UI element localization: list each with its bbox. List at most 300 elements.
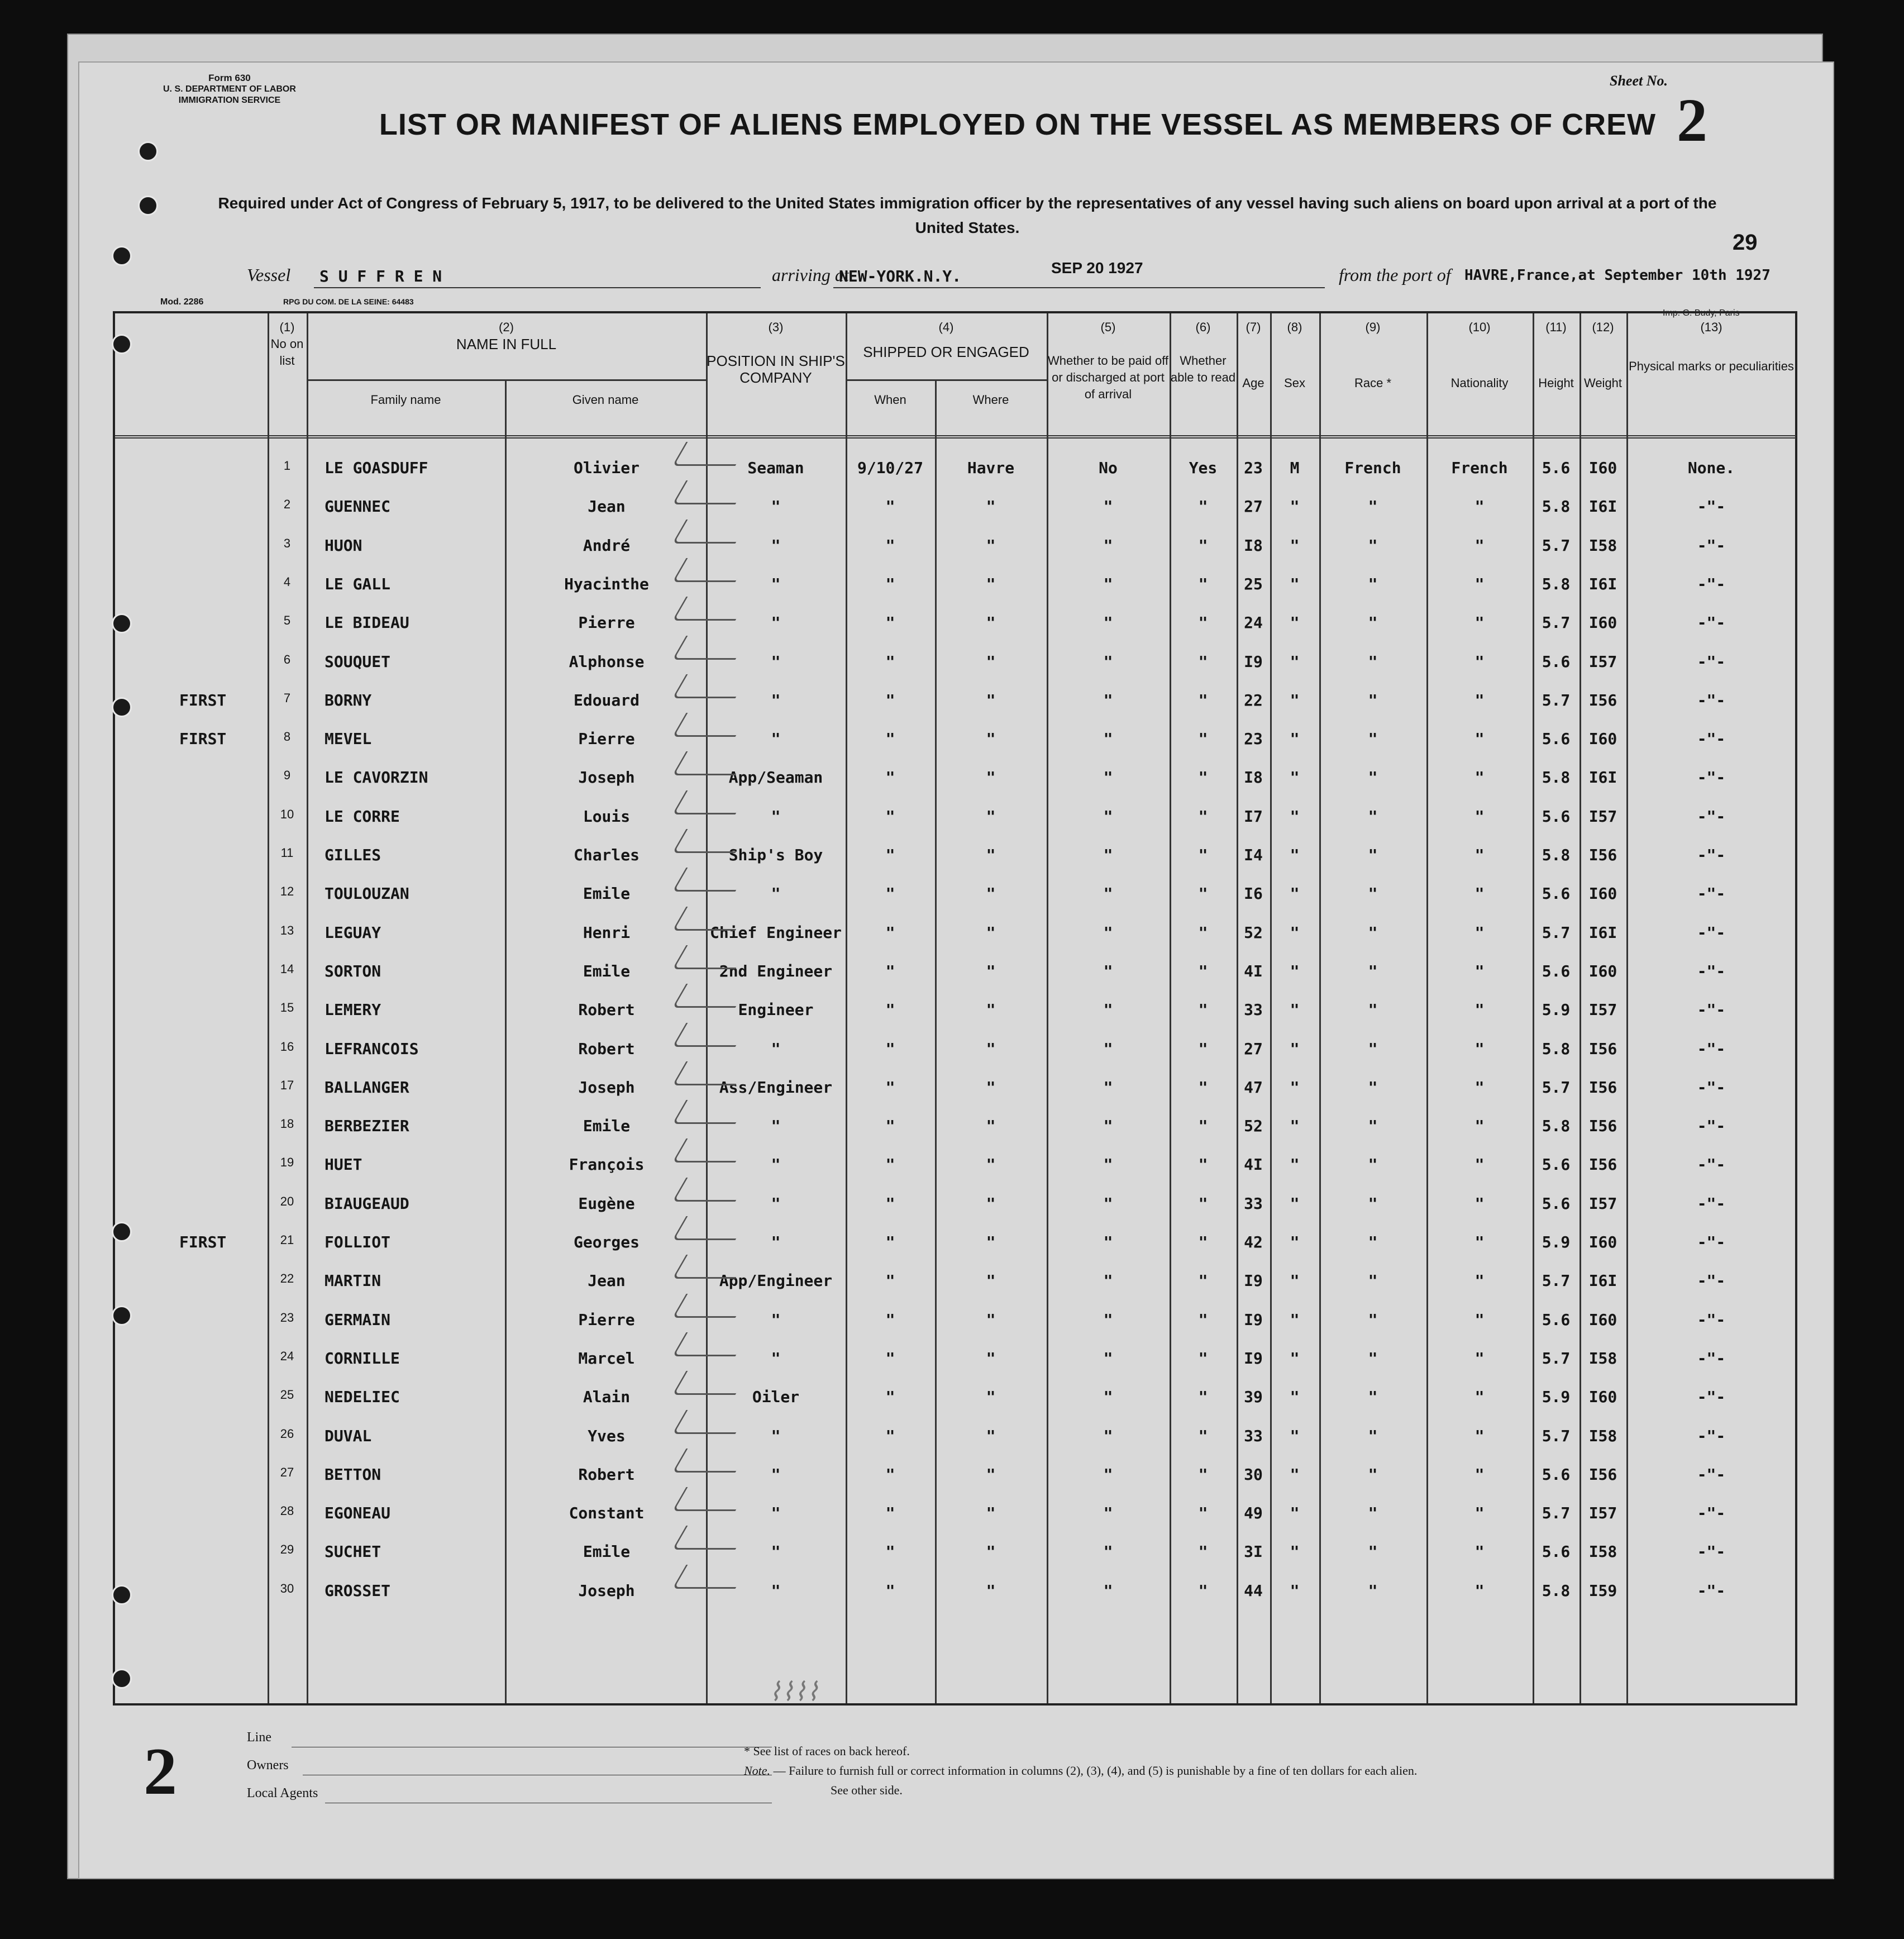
cell-given: Pierre <box>578 1310 635 1329</box>
page-number: 29 <box>1733 230 1758 255</box>
cell-when: " <box>885 1426 895 1445</box>
printer-name: Imp. G. Budy, Paris <box>1663 308 1740 318</box>
cell-height: 5.6 <box>1542 884 1571 903</box>
cell-given: Emile <box>583 1542 631 1561</box>
cell-nat: " <box>1474 730 1485 749</box>
cell-when: " <box>885 961 895 980</box>
cell-no: 9 <box>283 768 291 783</box>
cell-when: " <box>885 574 895 593</box>
cell-no: 16 <box>280 1039 294 1054</box>
cell-race: " <box>1368 1039 1378 1058</box>
cell-given: Joseph <box>578 768 635 787</box>
cell-family: HUET <box>325 1155 362 1174</box>
cell-age: 44 <box>1244 1581 1263 1600</box>
cell-read: " <box>1198 846 1208 864</box>
cell-sex: " <box>1290 1078 1300 1097</box>
col6-title: Whether able to read <box>1170 354 1236 384</box>
col2-num: (2) <box>499 320 514 334</box>
cell-read: " <box>1198 961 1208 980</box>
cell-where: " <box>986 1078 996 1097</box>
cell-nat: " <box>1474 1310 1485 1329</box>
cell-given: Robert <box>578 1039 635 1058</box>
cell-no: 27 <box>280 1465 294 1479</box>
cell-weight: I56 <box>1588 690 1617 709</box>
cell-nat: " <box>1474 1271 1485 1290</box>
cell-where: " <box>986 1155 996 1174</box>
cell-position: " <box>771 1194 781 1213</box>
printer-ref: RPG DU COM. DE LA SEINE: 64483 <box>283 297 414 306</box>
col12-title: Weight <box>1583 376 1623 390</box>
cell-given: Eugène <box>578 1194 635 1213</box>
cell-no: 14 <box>280 961 294 976</box>
cell-weight: I57 <box>1588 652 1617 671</box>
cell-given: Marcel <box>578 1349 635 1368</box>
cell-nat: French <box>1451 459 1508 477</box>
cell-age: I9 <box>1244 652 1263 671</box>
cell-given: Pierre <box>578 730 635 749</box>
cell-no: 2 <box>283 497 291 512</box>
cell-where: " <box>986 1349 996 1368</box>
cell-race: " <box>1368 1001 1378 1019</box>
cell-age: 27 <box>1244 497 1263 516</box>
cell-given: Pierre <box>578 613 635 632</box>
cell-where: " <box>986 1465 996 1484</box>
cell-race: " <box>1368 884 1378 903</box>
mod-number: Mod. 2286 <box>160 297 204 307</box>
cell-position: " <box>771 730 781 749</box>
binder-hole <box>112 246 132 266</box>
cell-when: " <box>885 846 895 864</box>
cell-family: LE GALL <box>325 574 391 593</box>
note-text: — Failure to furnish full or correct information in columns (2), (3), (4), and (5) is punishable by a fine of ten dollars for each alien. <box>773 1764 1418 1778</box>
cell-height: 5.7 <box>1542 1271 1571 1290</box>
cell-race: " <box>1368 1233 1378 1251</box>
col10-title: Nationality <box>1450 376 1509 390</box>
cell-sex: " <box>1290 613 1300 632</box>
cell-paid: " <box>1103 1039 1113 1058</box>
cell-weight: I57 <box>1588 1001 1617 1019</box>
cell-race: French <box>1344 459 1401 477</box>
col8-title: Sex <box>1284 376 1305 390</box>
cell-race: " <box>1368 1310 1378 1329</box>
cell-height: 5.7 <box>1542 536 1571 555</box>
cell-marks: -"- <box>1697 923 1726 942</box>
col13-header <box>1626 319 1796 375</box>
cell-age: 33 <box>1244 1426 1263 1445</box>
cell-height: 5.7 <box>1542 923 1571 942</box>
cell-marks: -"- <box>1697 1465 1726 1484</box>
cell-no: 12 <box>280 884 294 899</box>
cell-position: " <box>771 497 781 516</box>
col5-num: (5) <box>1100 320 1116 334</box>
cell-paid: " <box>1103 768 1113 787</box>
cell-marks: -"- <box>1697 884 1726 903</box>
cell-race: " <box>1368 613 1378 632</box>
cell-sex: " <box>1290 730 1300 749</box>
cell-marks: -"- <box>1697 574 1726 593</box>
cell-nat: " <box>1474 1001 1485 1019</box>
cell-family: GUENNEC <box>325 497 391 516</box>
vessel-name: S U F F R E N <box>319 267 442 285</box>
from-port: HAVRE,France,at September 10th 1927 <box>1464 267 1771 284</box>
cell-read: " <box>1198 613 1208 632</box>
cell-when: " <box>885 1465 895 1484</box>
cell-position: " <box>771 574 781 593</box>
cell-read: " <box>1198 574 1208 593</box>
cell-marks: -"- <box>1697 1504 1726 1523</box>
cell-where: " <box>986 768 996 787</box>
cell-family: SOUQUET <box>325 652 391 671</box>
cell-paid: " <box>1103 1388 1113 1407</box>
cell-marks: -"- <box>1697 1388 1726 1407</box>
cell-nat: " <box>1474 497 1485 516</box>
cell-marks: -"- <box>1697 1001 1726 1019</box>
col3-title: POSITION IN SHIP'S COMPANY <box>707 352 845 386</box>
cell-when: " <box>885 1504 895 1523</box>
cell-no: 28 <box>280 1504 294 1518</box>
cell-no: 17 <box>280 1078 294 1092</box>
cell-where: " <box>986 807 996 826</box>
cell-where: " <box>986 652 996 671</box>
cell-read: " <box>1198 1194 1208 1213</box>
cell-no: 26 <box>280 1426 294 1441</box>
cell-age: 33 <box>1244 1194 1263 1213</box>
cell-height: 5.7 <box>1542 613 1571 632</box>
cell-sex: " <box>1290 1581 1300 1600</box>
cell-marks: -"- <box>1697 652 1726 671</box>
cell-where: " <box>986 1001 996 1019</box>
cell-age: 22 <box>1244 690 1263 709</box>
cell-marks: -"- <box>1697 497 1726 516</box>
cell-when: " <box>885 1271 895 1290</box>
cell-family: LE CORRE <box>325 807 400 826</box>
cell-position: " <box>771 1349 781 1368</box>
cell-read: " <box>1198 923 1208 942</box>
col7-num: (7) <box>1246 320 1261 334</box>
cell-race: " <box>1368 1465 1378 1484</box>
cell-race: " <box>1368 652 1378 671</box>
cell-where: " <box>986 1504 996 1523</box>
note-label: Note. <box>744 1764 771 1778</box>
cell-where: " <box>986 1117 996 1136</box>
col1-title: No on list <box>270 337 304 368</box>
cell-sex: " <box>1290 1426 1300 1445</box>
cell-age: 25 <box>1244 574 1263 593</box>
arriving-label: arriving at <box>772 265 849 285</box>
cell-read: " <box>1198 1117 1208 1136</box>
cell-where: " <box>986 961 996 980</box>
cell-given: Robert <box>578 1465 635 1484</box>
cell-position: " <box>771 1310 781 1329</box>
col1-header <box>268 319 307 369</box>
name-subheader-rule <box>307 379 706 381</box>
cell-where: " <box>986 1194 996 1213</box>
cell-paid: " <box>1103 690 1113 709</box>
cell-marks: -"- <box>1697 846 1726 864</box>
cell-no: 19 <box>280 1155 294 1170</box>
cell-position: " <box>771 1039 781 1058</box>
department-name: U. S. DEPARTMENT OF LABOR <box>163 84 296 94</box>
cell-family: BETTON <box>325 1465 381 1484</box>
cell-race: " <box>1368 1388 1378 1407</box>
cell-family: GROSSET <box>325 1581 391 1600</box>
cell-when: " <box>885 1078 895 1097</box>
cell-given: Olivier <box>573 459 640 477</box>
cell-when: " <box>885 1388 895 1407</box>
cell-family: BIAUGEAUD <box>325 1194 409 1213</box>
cell-marks: -"- <box>1697 1581 1726 1600</box>
cell-paid: " <box>1103 1542 1113 1561</box>
col4-num: (4) <box>938 320 954 334</box>
arrival-stamp-date: SEP 20 1927 <box>1051 259 1143 277</box>
races-note: * See list of races on back hereof. <box>744 1744 910 1758</box>
cell-position: Engineer <box>738 1001 814 1019</box>
cell-sex: " <box>1290 1542 1300 1561</box>
cell-where: " <box>986 536 996 555</box>
cell-marks: None. <box>1687 459 1735 477</box>
cell-read: " <box>1198 1155 1208 1174</box>
cell-weight: I56 <box>1588 1465 1617 1484</box>
cell-when: " <box>885 1194 895 1213</box>
cell-nat: " <box>1474 807 1485 826</box>
cell-height: 5.8 <box>1542 1581 1571 1600</box>
service-name: IMMIGRATION SERVICE <box>178 96 281 105</box>
cell-race: " <box>1368 1542 1378 1561</box>
cell-family: MEVEL <box>325 730 372 749</box>
col12-header <box>1579 319 1626 392</box>
cell-nat: " <box>1474 1349 1485 1368</box>
cell-position: " <box>771 652 781 671</box>
cell-no: 6 <box>283 652 291 666</box>
cell-given: Joseph <box>578 1078 635 1097</box>
cell-sex: " <box>1290 1310 1300 1329</box>
pencil-scribble: ⌇⌇⌇⌇ <box>769 1676 819 1707</box>
cell-paid: " <box>1103 652 1113 671</box>
cell-position: " <box>771 613 781 632</box>
cell-height: 5.9 <box>1542 1388 1571 1407</box>
cell-no: 15 <box>280 1001 294 1015</box>
col11-header <box>1533 319 1579 392</box>
cell-age: 4I <box>1244 961 1263 980</box>
header-bottom-rule <box>115 435 1796 439</box>
cell-family: HUON <box>325 536 362 555</box>
cell-paid: " <box>1103 807 1113 826</box>
cell-age: I9 <box>1244 1310 1263 1329</box>
cell-sex: M <box>1290 459 1300 477</box>
cell-weight: I6I <box>1588 574 1617 593</box>
cell-position: " <box>771 1233 781 1251</box>
cell-sex: " <box>1290 1155 1300 1174</box>
cell-race: " <box>1368 1581 1378 1600</box>
cell-weight: I6I <box>1588 1271 1617 1290</box>
cell-marks: -"- <box>1697 1078 1726 1097</box>
cell-height: 5.7 <box>1542 1078 1571 1097</box>
cell-family: LEFRANCOIS <box>325 1039 419 1058</box>
cell-sex: " <box>1290 1117 1300 1136</box>
cell-family: SORTON <box>325 961 381 980</box>
cell-nat: " <box>1474 1117 1485 1136</box>
local-agents-label: Local Agents <box>247 1786 318 1800</box>
cell-height: 5.6 <box>1542 1465 1571 1484</box>
binder-hole <box>112 1585 132 1605</box>
cell-position: Ship's Boy <box>728 846 823 864</box>
cell-race: " <box>1368 1504 1378 1523</box>
cell-when: " <box>885 652 895 671</box>
col8-num: (8) <box>1287 320 1302 334</box>
col7-header <box>1237 319 1270 392</box>
cell-age: 52 <box>1244 923 1263 942</box>
col11-title: Height <box>1538 376 1574 390</box>
cell-read: " <box>1198 1310 1208 1329</box>
cell-where: " <box>986 884 996 903</box>
cell-paid: " <box>1103 1426 1113 1445</box>
cell-family: BERBEZIER <box>325 1117 409 1136</box>
cell-position: " <box>771 807 781 826</box>
col9-title: Race * <box>1354 376 1392 390</box>
cell-paid: " <box>1103 1349 1113 1368</box>
cell-nat: " <box>1474 652 1485 671</box>
cell-read: " <box>1198 497 1208 516</box>
cell-where: " <box>986 1039 996 1058</box>
cell-position: " <box>771 1465 781 1484</box>
cell-nat: " <box>1474 1194 1485 1213</box>
cell-age: I7 <box>1244 807 1263 826</box>
cell-read: " <box>1198 1465 1208 1484</box>
cell-position: " <box>771 690 781 709</box>
cell-family: MARTIN <box>325 1271 381 1290</box>
cell-where: " <box>986 497 996 516</box>
cell-when: " <box>885 923 895 942</box>
cell-sex: " <box>1290 1039 1300 1058</box>
cell-when: " <box>885 1155 895 1174</box>
cell-when: " <box>885 1310 895 1329</box>
cell-weight: I58 <box>1588 1426 1617 1445</box>
col6-num: (6) <box>1195 320 1211 334</box>
arriving-rule <box>833 287 1325 288</box>
col11-num: (11) <box>1545 320 1567 334</box>
cell-age: 23 <box>1244 459 1263 477</box>
cell-weight: I60 <box>1588 1233 1617 1251</box>
cell-sex: " <box>1290 690 1300 709</box>
cell-height: 5.9 <box>1542 1233 1571 1251</box>
cell-marks: -"- <box>1697 961 1726 980</box>
cell-nat: " <box>1474 1078 1485 1097</box>
cell-where: " <box>986 1542 996 1561</box>
cell-height: 5.8 <box>1542 497 1571 516</box>
cell-read: " <box>1198 730 1208 749</box>
footer-sheet-mark: 2 <box>144 1734 177 1808</box>
cell-height: 5.6 <box>1542 1194 1571 1213</box>
cell-age: 42 <box>1244 1233 1263 1251</box>
cell-position: Chief Engineer <box>709 923 842 942</box>
cell-nat: " <box>1474 1233 1485 1251</box>
cell-paid: " <box>1103 1117 1113 1136</box>
binder-hole <box>112 697 132 717</box>
cell-no: 18 <box>280 1117 294 1131</box>
cell-age: 47 <box>1244 1078 1263 1097</box>
cell-nat: " <box>1474 1388 1485 1407</box>
form-header <box>163 73 296 106</box>
cell-marks: -"- <box>1697 1426 1726 1445</box>
col2-header <box>307 319 706 352</box>
cell-no: 22 <box>280 1271 294 1286</box>
cell-given: Joseph <box>578 1581 635 1600</box>
cell-where: " <box>986 1233 996 1251</box>
cell-given: Emile <box>583 1117 631 1136</box>
cell-no: 25 <box>280 1388 294 1402</box>
vessel-rule <box>314 287 761 288</box>
cell-marks: -"- <box>1697 1194 1726 1213</box>
from-port-label: from the port of <box>1339 265 1451 285</box>
cell-read: " <box>1198 1078 1208 1097</box>
cell-given: Louis <box>583 807 631 826</box>
cell-given: Emile <box>583 884 631 903</box>
cell-where: " <box>986 1310 996 1329</box>
cell-weight: I58 <box>1588 1542 1617 1561</box>
cell-read: Yes <box>1189 459 1218 477</box>
cell-weight: I56 <box>1588 1078 1617 1097</box>
cell-family: CORNILLE <box>325 1349 400 1368</box>
col2-title: NAME IN FULL <box>456 336 557 352</box>
cell-height: 5.6 <box>1542 1542 1571 1561</box>
cell-family: FOLLIOT <box>325 1233 391 1251</box>
cell-where: " <box>986 923 996 942</box>
cell-age: 3I <box>1244 1542 1263 1561</box>
crew-table <box>113 311 1797 1705</box>
cell-race: " <box>1368 1271 1378 1290</box>
cell-sex: " <box>1290 1001 1300 1019</box>
cell-when: " <box>885 1233 895 1251</box>
cell-paid: " <box>1103 497 1113 516</box>
cell-read: " <box>1198 1504 1208 1523</box>
cell-height: 5.6 <box>1542 1310 1571 1329</box>
cell-marks: -"- <box>1697 768 1726 787</box>
cell-where: " <box>986 574 996 593</box>
cell-paid: " <box>1103 1504 1113 1523</box>
penalty-note <box>744 1764 1417 1778</box>
cell-given: Hyacinthe <box>564 574 649 593</box>
cell-marks: -"- <box>1697 1155 1726 1174</box>
cell-family: LEMERY <box>325 1001 381 1019</box>
cell-nat: " <box>1474 1542 1485 1561</box>
col9-num: (9) <box>1365 320 1381 334</box>
cell-paid: " <box>1103 1233 1113 1251</box>
cell-when: " <box>885 690 895 709</box>
cell-weight: I59 <box>1588 1581 1617 1600</box>
manifest-subtitle: Required under Act of Congress of February 5, 1917, to be delivered to the United States immigration officer by the representatives of any vessel having such aliens on board upon arrival at a port of the United States. <box>218 194 1717 236</box>
cell-age: 39 <box>1244 1388 1263 1407</box>
shipped-subheader-rule <box>846 379 1047 381</box>
cell-height: 5.8 <box>1542 846 1571 864</box>
cell-read: " <box>1198 1426 1208 1445</box>
binder-hole <box>112 1306 132 1326</box>
col3-header <box>706 319 846 386</box>
cell-height: 5.6 <box>1542 1155 1571 1174</box>
cell-paid: " <box>1103 923 1113 942</box>
cell-marks: -"- <box>1697 1310 1726 1329</box>
cell-position: 2nd Engineer <box>719 961 833 980</box>
cell-where: " <box>986 1581 996 1600</box>
cell-paid: " <box>1103 613 1113 632</box>
cell-paid: " <box>1103 1310 1113 1329</box>
cell-family: LE GOASDUFF <box>325 459 428 477</box>
cell-paid: " <box>1103 730 1113 749</box>
cell-read: " <box>1198 652 1208 671</box>
given-name-header: Given name <box>572 393 639 407</box>
cell-family: TOULOUZAN <box>325 884 409 903</box>
cell-when: " <box>885 1349 895 1368</box>
cell-weight: I60 <box>1588 459 1617 477</box>
